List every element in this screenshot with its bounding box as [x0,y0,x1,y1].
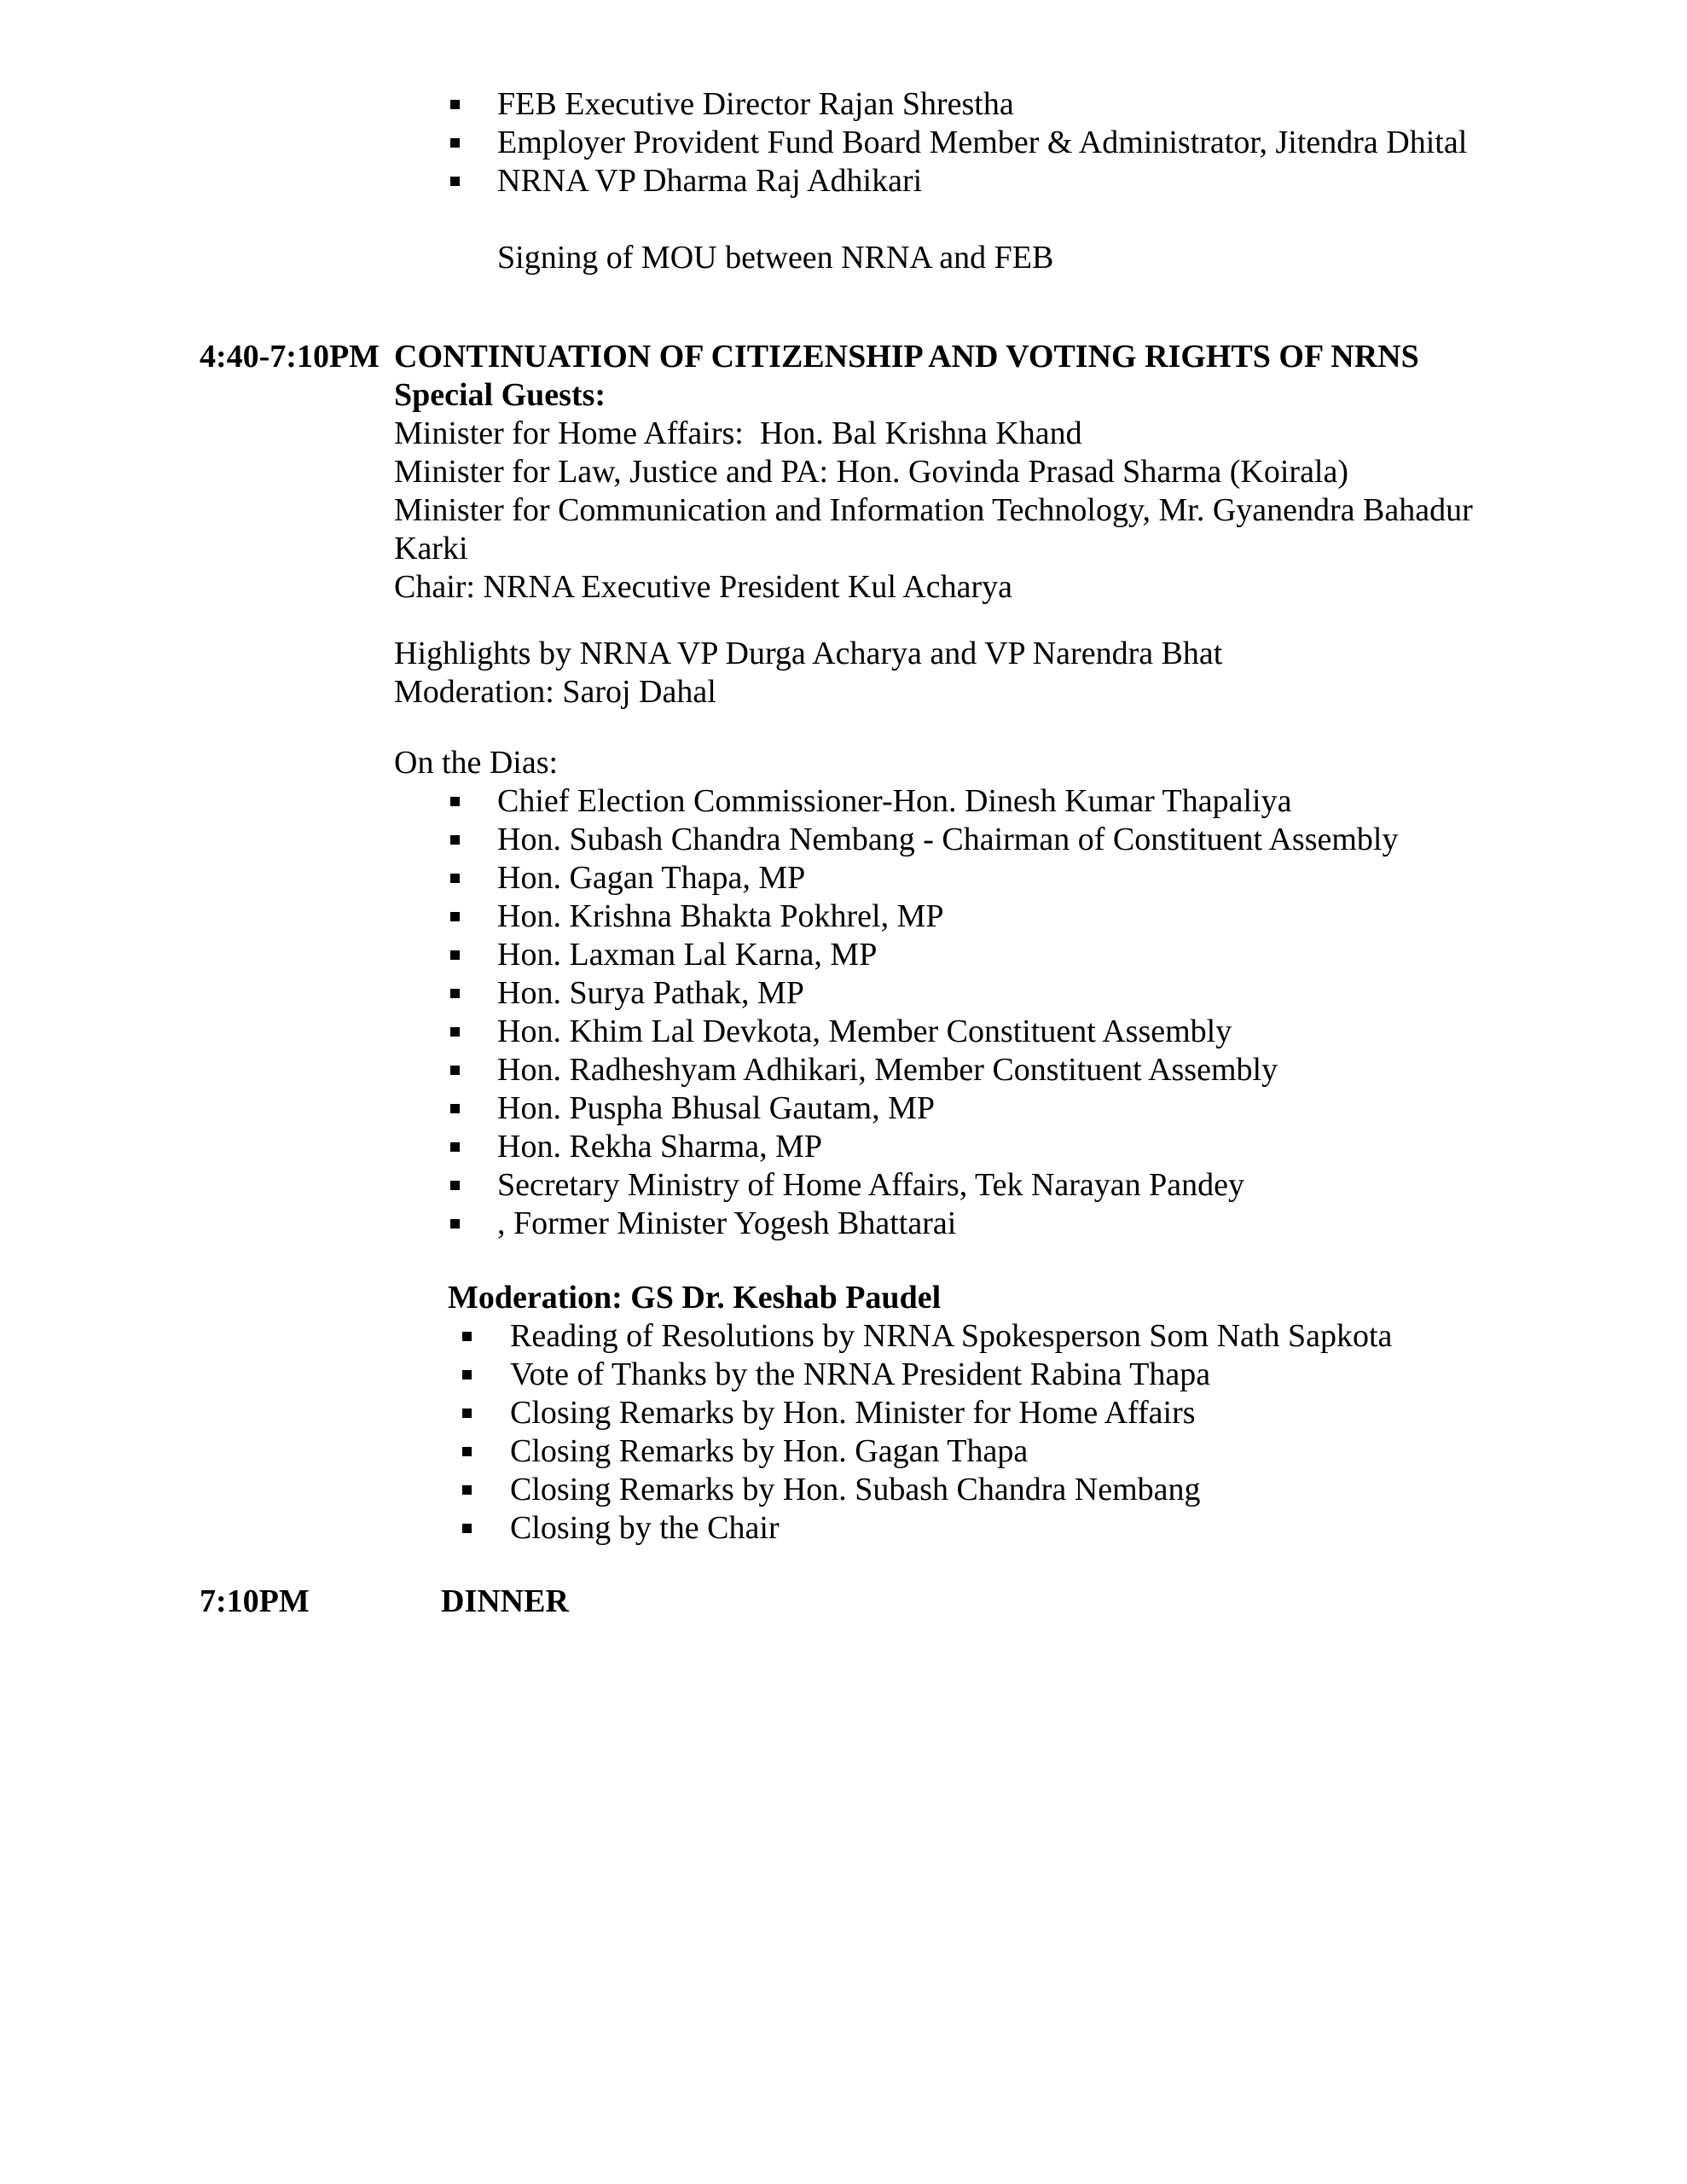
list-item [394,974,1503,1013]
session-content [394,1583,1503,1621]
moderation-line: Moderation: Saroj Dahal [394,674,716,710]
list-item-text: Hon. Rekha Sharma, MP [497,1129,823,1165]
list-item [394,1128,1503,1166]
spacer [394,607,1503,635]
list-item-text: Hon. Subash Chandra Nembang - Chairman of Constituent Assembly [497,822,1399,857]
carryover-section [200,85,1687,277]
list-item-text: Closing Remarks by Hon. Subash Chandra Nembang [510,1472,1201,1507]
closing-list [394,1317,1503,1548]
dias-label: On the Dias: [394,745,559,781]
list-item-text: Hon. Krishna Bhakta Pokhrel, MP [497,898,944,934]
list-item [394,859,1503,897]
session-citizenship [200,338,1687,1548]
spacer [200,1548,1687,1583]
list-item-text: Employer Provident Fund Board Member & Administrator, Jitendra Dhital [497,125,1468,160]
session-title: CONTINUATION OF CITIZENSHIP AND VOTING RIGHTS OF NRNS [394,339,1419,375]
list-item [394,1013,1503,1051]
list-item [394,1509,1503,1548]
list-item-text: Chief Election Commissioner-Hon. Dinesh Kumar Thapaliya [497,783,1292,819]
list-item [394,85,1503,124]
list-item [394,1394,1503,1432]
list-item-text: NRNA VP Dharma Raj Adhikari [497,163,923,199]
list-item [394,1317,1503,1356]
guest-line: Chair: NRNA Executive President Kul Acharya [394,569,1013,605]
guest-line: Minister for Communication and Information Technology, Mr. Gyanendra Bahadur Karki [394,492,1481,566]
list-item-text: Closing by the Chair [510,1510,780,1546]
session-title: DINNER [441,1583,569,1619]
mou-signing-note: Signing of MOU between NRNA and FEB [497,240,1054,276]
guests-list [394,415,1503,607]
special-guests-label: Special Guests: [394,377,606,413]
spacer [200,277,1687,338]
list-item-text: Hon. Surya Pathak, MP [497,975,804,1011]
list-item [394,1205,1503,1243]
session-dinner [200,1583,1687,1621]
spacer [394,200,1503,239]
list-item [394,1432,1503,1471]
session-time: 7:10PM [200,1583,310,1619]
list-item-text: Hon. Laxman Lal Karna, MP [497,937,878,973]
list-item [394,1356,1503,1394]
list-item-text: , Former Minister Yogesh Bhattarai [497,1205,957,1241]
list-item [394,1166,1503,1205]
list-item-text: Hon. Radheshyam Adhikari, Member Constituent Assembly [497,1052,1278,1088]
carryover-bullet-list [394,85,1503,200]
session-time: 4:40-7:10PM [200,339,380,375]
moderation2-line: Moderation: GS Dr. Keshab Paudel [448,1280,942,1316]
list-item [394,124,1503,162]
list-item [394,1471,1503,1509]
highlights-line: Highlights by NRNA VP Durga Acharya and VP Narendra Bhat [394,636,1223,671]
list-item [394,162,1503,200]
list-item-text: FEB Executive Director Rajan Shrestha [497,86,1014,122]
carryover-content [394,85,1503,277]
spacer [394,1243,1503,1279]
list-item [394,821,1503,859]
list-item [394,1089,1503,1128]
list-item-text: Vote of Thanks by the NRNA President Rabina Thapa [510,1356,1211,1392]
dias-list [394,782,1503,1243]
list-item-text: Closing Remarks by Hon. Minister for Home Affairs [510,1395,1196,1431]
session-content [394,338,1503,1548]
list-item-text: Reading of Resolutions by NRNA Spokesperson Som Nath Sapkota [510,1318,1393,1354]
list-item-text: Secretary Ministry of Home Affairs, Tek Narayan Pandey [497,1167,1245,1203]
list-item-text: Hon. Khim Lal Devkota, Member Constituent Assembly [497,1014,1232,1049]
list-item [394,1051,1503,1089]
list-item-text: Closing Remarks by Hon. Gagan Thapa [510,1433,1029,1469]
guest-line: Minister for Home Affairs: Hon. Bal Krishna Khand [394,415,1082,451]
list-item-text: Hon. Gagan Thapa, MP [497,860,806,896]
list-item-text: Hon. Puspha Bhusal Gautam, MP [497,1090,935,1126]
list-item [394,782,1503,821]
guest-line: Minister for Law, Justice and PA: Hon. Govinda Prasad Sharma (Koirala) [394,454,1349,490]
spacer [394,712,1503,744]
list-item [394,897,1503,936]
list-item [394,936,1503,974]
